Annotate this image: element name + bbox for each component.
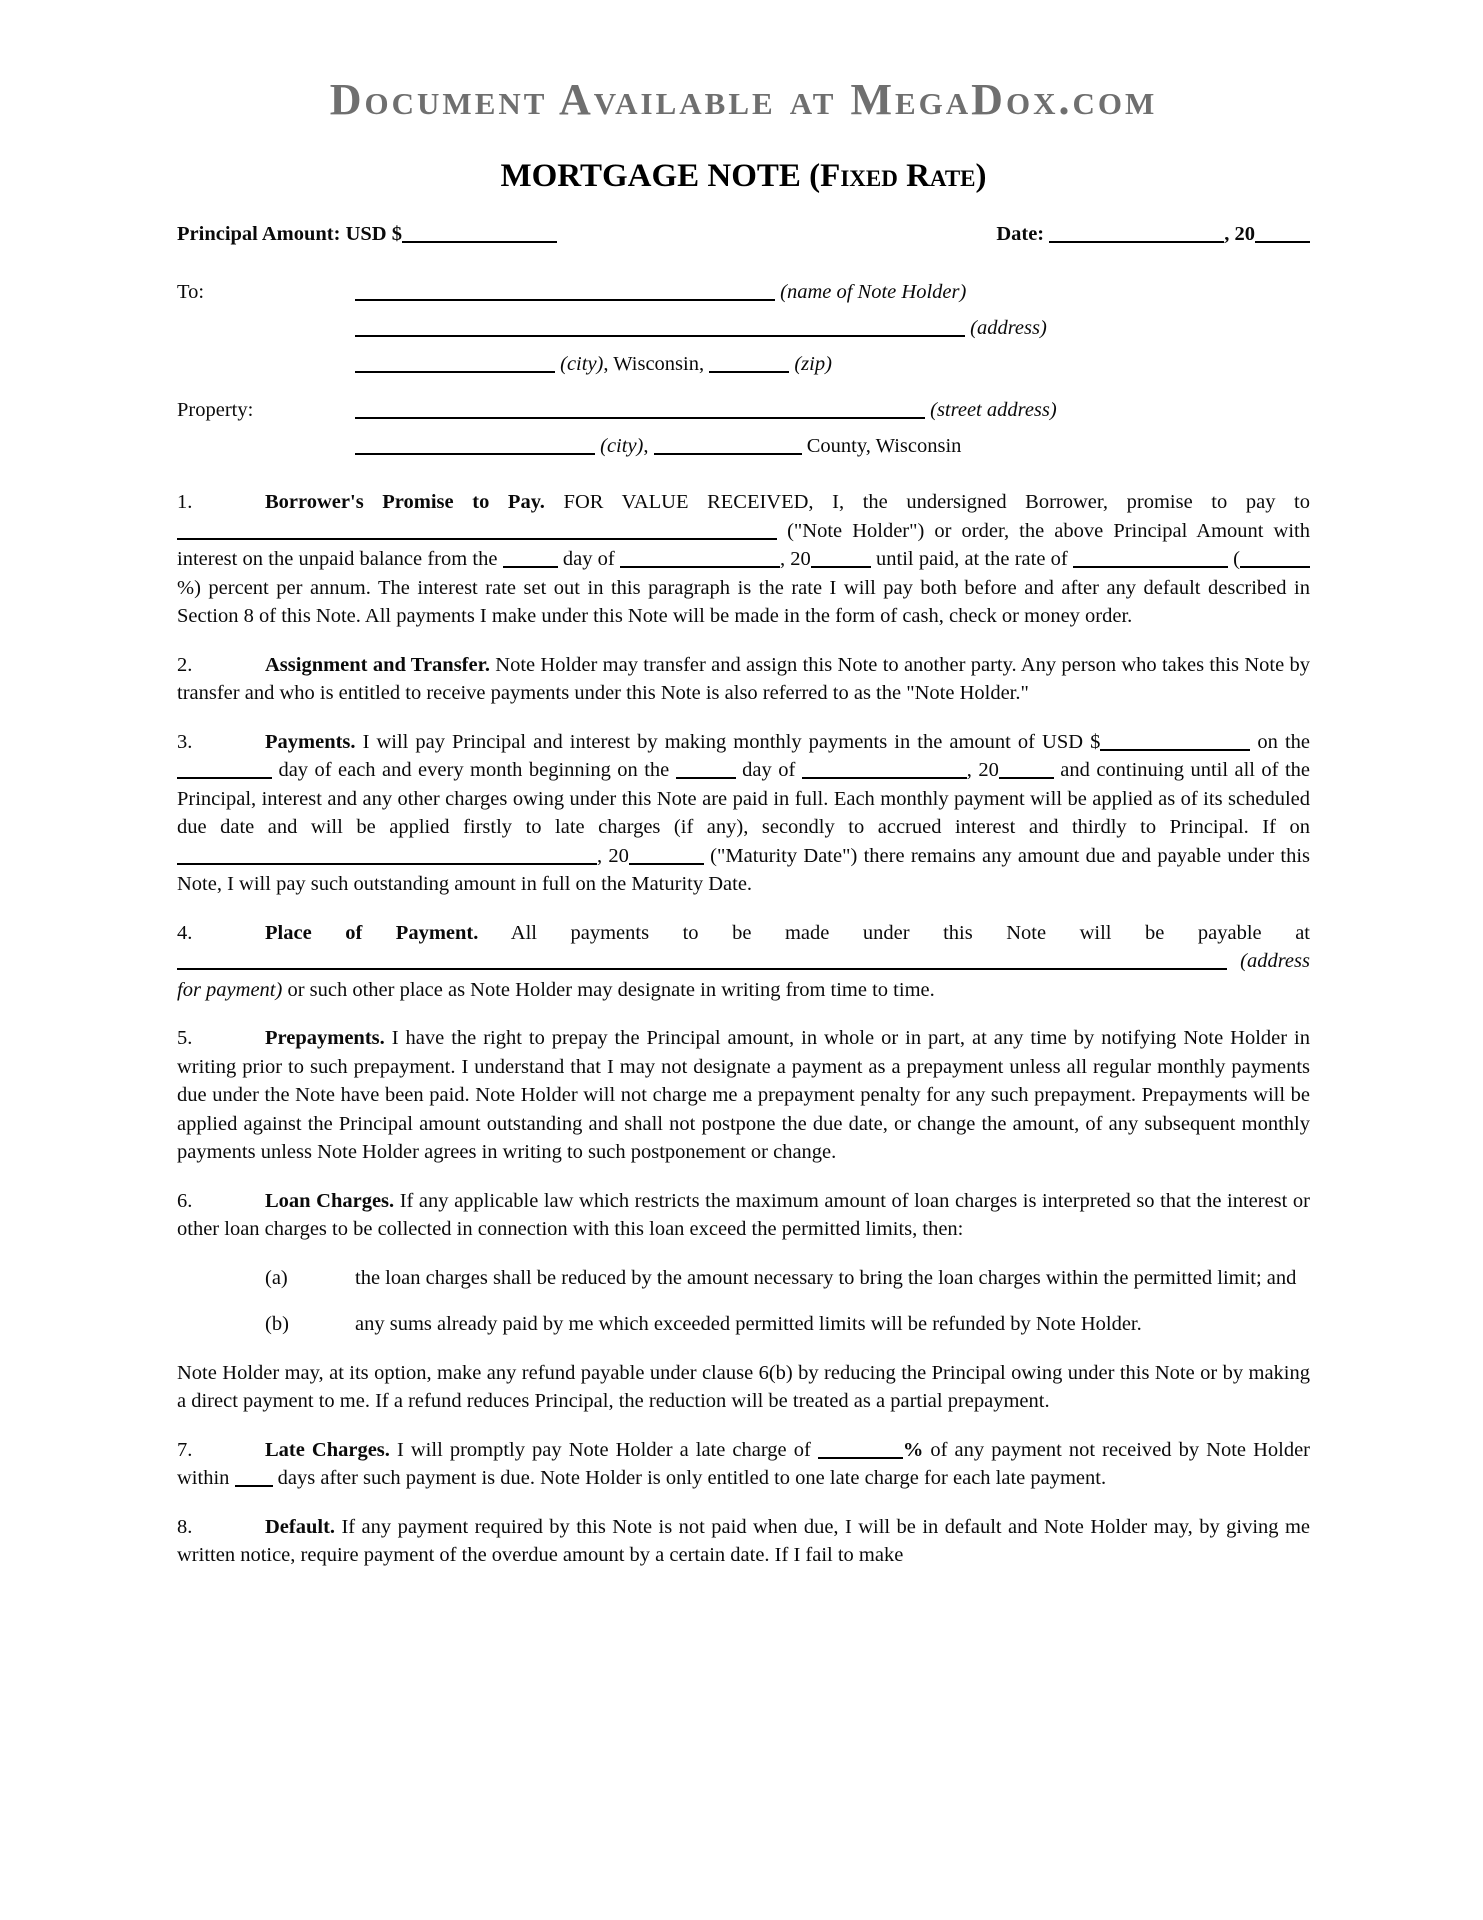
text-run: I have the right to prepay the Principal amount, in whole or in part, at any time by notifying Note Holder in writing prior to such prepayment. I understand that I may not designate a payment as a prepayment unless all regular monthly payments due under the Note have been paid. Note Holder will not charge me a prepayment penalty for any such prepayment. Prepayments will be applied against the Principal amount outstanding and shall not postpone the due date, or change the amount, of any subsequent monthly payments unless Note Holder agrees in writing to such postponement or change. (177, 1027, 1310, 1164)
text-run: , 20 (966, 759, 999, 782)
property-label: Property: (177, 399, 254, 422)
text-run: or such other place as Note Holder may designate in writing from time to time. (282, 978, 935, 1001)
blank-field (177, 968, 1227, 970)
text-run: Note Holder may transfer and assign this Note to another party. Any person who takes this Note by transfer and who is entitled to receive payments under this Note is also referred to as the "Note Holder." (177, 653, 1310, 705)
section-number: 2. (177, 653, 193, 676)
property-content (355, 392, 1310, 464)
blank-field (177, 538, 777, 540)
property-city-line (355, 428, 1310, 464)
text-run: I will pay Principal and interest by making monthly payments in the amount of USD $ (355, 730, 1101, 753)
blank-field (355, 371, 555, 373)
blank-field (355, 335, 965, 337)
blank-field (177, 777, 272, 779)
section-paragraph-2 (177, 651, 1310, 708)
blank-field (503, 566, 558, 568)
text-run: day of each and every month beginning on the (272, 759, 676, 782)
text-run: County, Wisconsin (801, 435, 962, 458)
note-holder-city-line (355, 346, 1310, 382)
principal-date-row (177, 220, 1310, 248)
clause-label: (a) (265, 1266, 288, 1289)
text-run: , Wisconsin, (603, 353, 710, 376)
text-run (1227, 950, 1240, 972)
bold-run: Date: (996, 223, 1050, 246)
text-run: any sums already paid by me which exceeded permitted limits will be refunded by Note Holder. (355, 1313, 1142, 1336)
blank-field (1073, 566, 1228, 568)
clause-text (355, 1264, 1310, 1293)
blank-field (1255, 241, 1310, 243)
section-paragraph-3 (177, 728, 1310, 899)
text-run: until paid, at the rate of (870, 548, 1073, 571)
section-paragraph-7 (177, 1436, 1310, 1493)
section-paragraph-8 (177, 1513, 1310, 1570)
blank-field (355, 299, 775, 301)
principal-amount-line (177, 220, 557, 248)
blank-field (402, 241, 557, 243)
section-number: 4. (177, 921, 193, 944)
bold-run: Prepayments. (265, 1027, 385, 1050)
bold-run: Loan Charges. (265, 1189, 395, 1212)
text-run: Note Holder may, at its option, make any refund payable under clause 6(b) by reducing the Principal owing under this Note or by making a direct payment to me. If a refund reduces Principal, the reduction will be treated as a partial prepayment. (177, 1361, 1310, 1413)
to-content (355, 274, 1310, 382)
note-holder-address-line (355, 310, 1310, 346)
text-run: ("Note Holder") or order, the above Principal Amount with interest on the unpaid balance from the (177, 519, 1310, 571)
note-holder-name-line (355, 274, 1310, 310)
section-number: 8. (177, 1515, 193, 1538)
section-number: 5. (177, 1027, 193, 1050)
italic-caption: (address) (970, 317, 1047, 340)
property-street-line (355, 392, 1310, 428)
bold-run: Late Charges. (265, 1438, 390, 1461)
text-run: on the (1250, 730, 1310, 753)
bold-run: Payments. (265, 730, 356, 753)
blank-field (1049, 241, 1224, 243)
text-run: FOR VALUE RECEIVED, I, the undersigned Borrower, promise to pay to (544, 491, 1310, 514)
clause-b (177, 1310, 1310, 1339)
italic-caption: (city) (600, 435, 644, 458)
section-paragraph-4 (177, 919, 1310, 1005)
bold-run: Default. (265, 1515, 336, 1538)
section-paragraph-6 (177, 1187, 1310, 1244)
date-line (996, 220, 1310, 248)
sections (177, 488, 1310, 1570)
watermark: Document Available at MegaDox.com (329, 75, 1158, 124)
plain-paragraph (177, 1359, 1310, 1416)
blank-field (629, 863, 704, 865)
bold-run: % (902, 1438, 924, 1461)
text-run: and continuing until all of the Principal, interest and any other charges owing under this Note are paid in full. Each monthly payment will be applied as of its scheduled due date and will be applied firstly to late charges (if any), secondly to accrued interest and thirdly to Principal. If on (177, 759, 1310, 839)
bold-run: Assignment and Transfer. (265, 653, 490, 676)
italic-caption: (street address) (930, 399, 1057, 422)
blank-field (1240, 566, 1310, 568)
text-run: day of (557, 548, 620, 571)
text-run: All payments to be made under this Note will be payable at (478, 921, 1310, 944)
clause-text (355, 1310, 1310, 1339)
blank-field (811, 566, 871, 568)
blank-field (709, 371, 789, 373)
blank-field (1100, 749, 1250, 751)
property-block (177, 392, 1310, 464)
blank-field (802, 777, 967, 779)
bold-run: Borrower's Promise to Pay. (265, 491, 545, 514)
text-run: If any applicable law which restricts the maximum amount of loan charges is interpreted so that the interest or other loan charges to be collected in connection with this loan exceed the permitted limits, then: (177, 1189, 1310, 1241)
blank-field (654, 453, 802, 455)
italic-caption: (name of Note Holder) (780, 281, 967, 304)
blank-field (355, 417, 925, 419)
italic-caption: (zip) (794, 353, 832, 376)
italic-caption: (address for payment) (177, 950, 1310, 1001)
text-run: , 20 (779, 548, 811, 571)
bold-run: Principal Amount: USD $ (177, 223, 402, 246)
document-title: MORTGAGE NOTE (Fixed Rate) (500, 158, 987, 195)
text-run: %) percent per annum. The interest rate set out in this paragraph is the rate I will pay both before and after any default described in Section 8 of this Note. All payments I make under this Note will be made in the form of cash, check or money order. (177, 576, 1310, 628)
section-paragraph-1 (177, 488, 1310, 631)
section-number: 1. (177, 491, 193, 514)
section-paragraph-5 (177, 1024, 1310, 1167)
clause-a (177, 1264, 1310, 1293)
blank-field (676, 777, 736, 779)
text-run: I will promptly pay Note Holder a late charge of (389, 1438, 818, 1461)
text-run: the loan charges shall be reduced by the amount necessary to bring the loan charges within the permitted limit; and (355, 1266, 1297, 1289)
blank-field (620, 566, 780, 568)
blank-field (235, 1485, 273, 1487)
text-run: If any payment required by this Note is not paid when due, I will be in default and Note Holder may, by giving me written notice, require payment of the overdue amount by a certain date. If I fail to make (177, 1515, 1310, 1567)
bold-run: , 20 (1224, 223, 1255, 246)
to-label: To: (177, 281, 205, 304)
to-block (177, 274, 1310, 382)
text-run: day of (735, 759, 802, 782)
blank-field (818, 1457, 903, 1459)
bold-run: Place of Payment. (265, 921, 479, 944)
text-run: days after such payment is due. Note Holder is only entitled to one late charge for each late payment. (272, 1467, 1107, 1490)
clause-label: (b) (265, 1313, 289, 1336)
section-number: 7. (177, 1438, 193, 1461)
text-run: of any payment not received by Note Holder within (177, 1438, 1310, 1490)
text-run: , 20 (597, 844, 629, 867)
blank-field (999, 777, 1054, 779)
blank-field (355, 453, 595, 455)
text-run: , (643, 435, 654, 458)
section-number: 3. (177, 730, 193, 753)
section-number: 6. (177, 1189, 193, 1212)
text-run: ("Maturity Date") there remains any amount due and payable under this Note, I will pay such outstanding amount in full on the Maturity Date. (177, 844, 1310, 896)
italic-caption: (city) (560, 353, 604, 376)
blank-field (177, 863, 597, 865)
text-run: ( (1227, 548, 1240, 571)
